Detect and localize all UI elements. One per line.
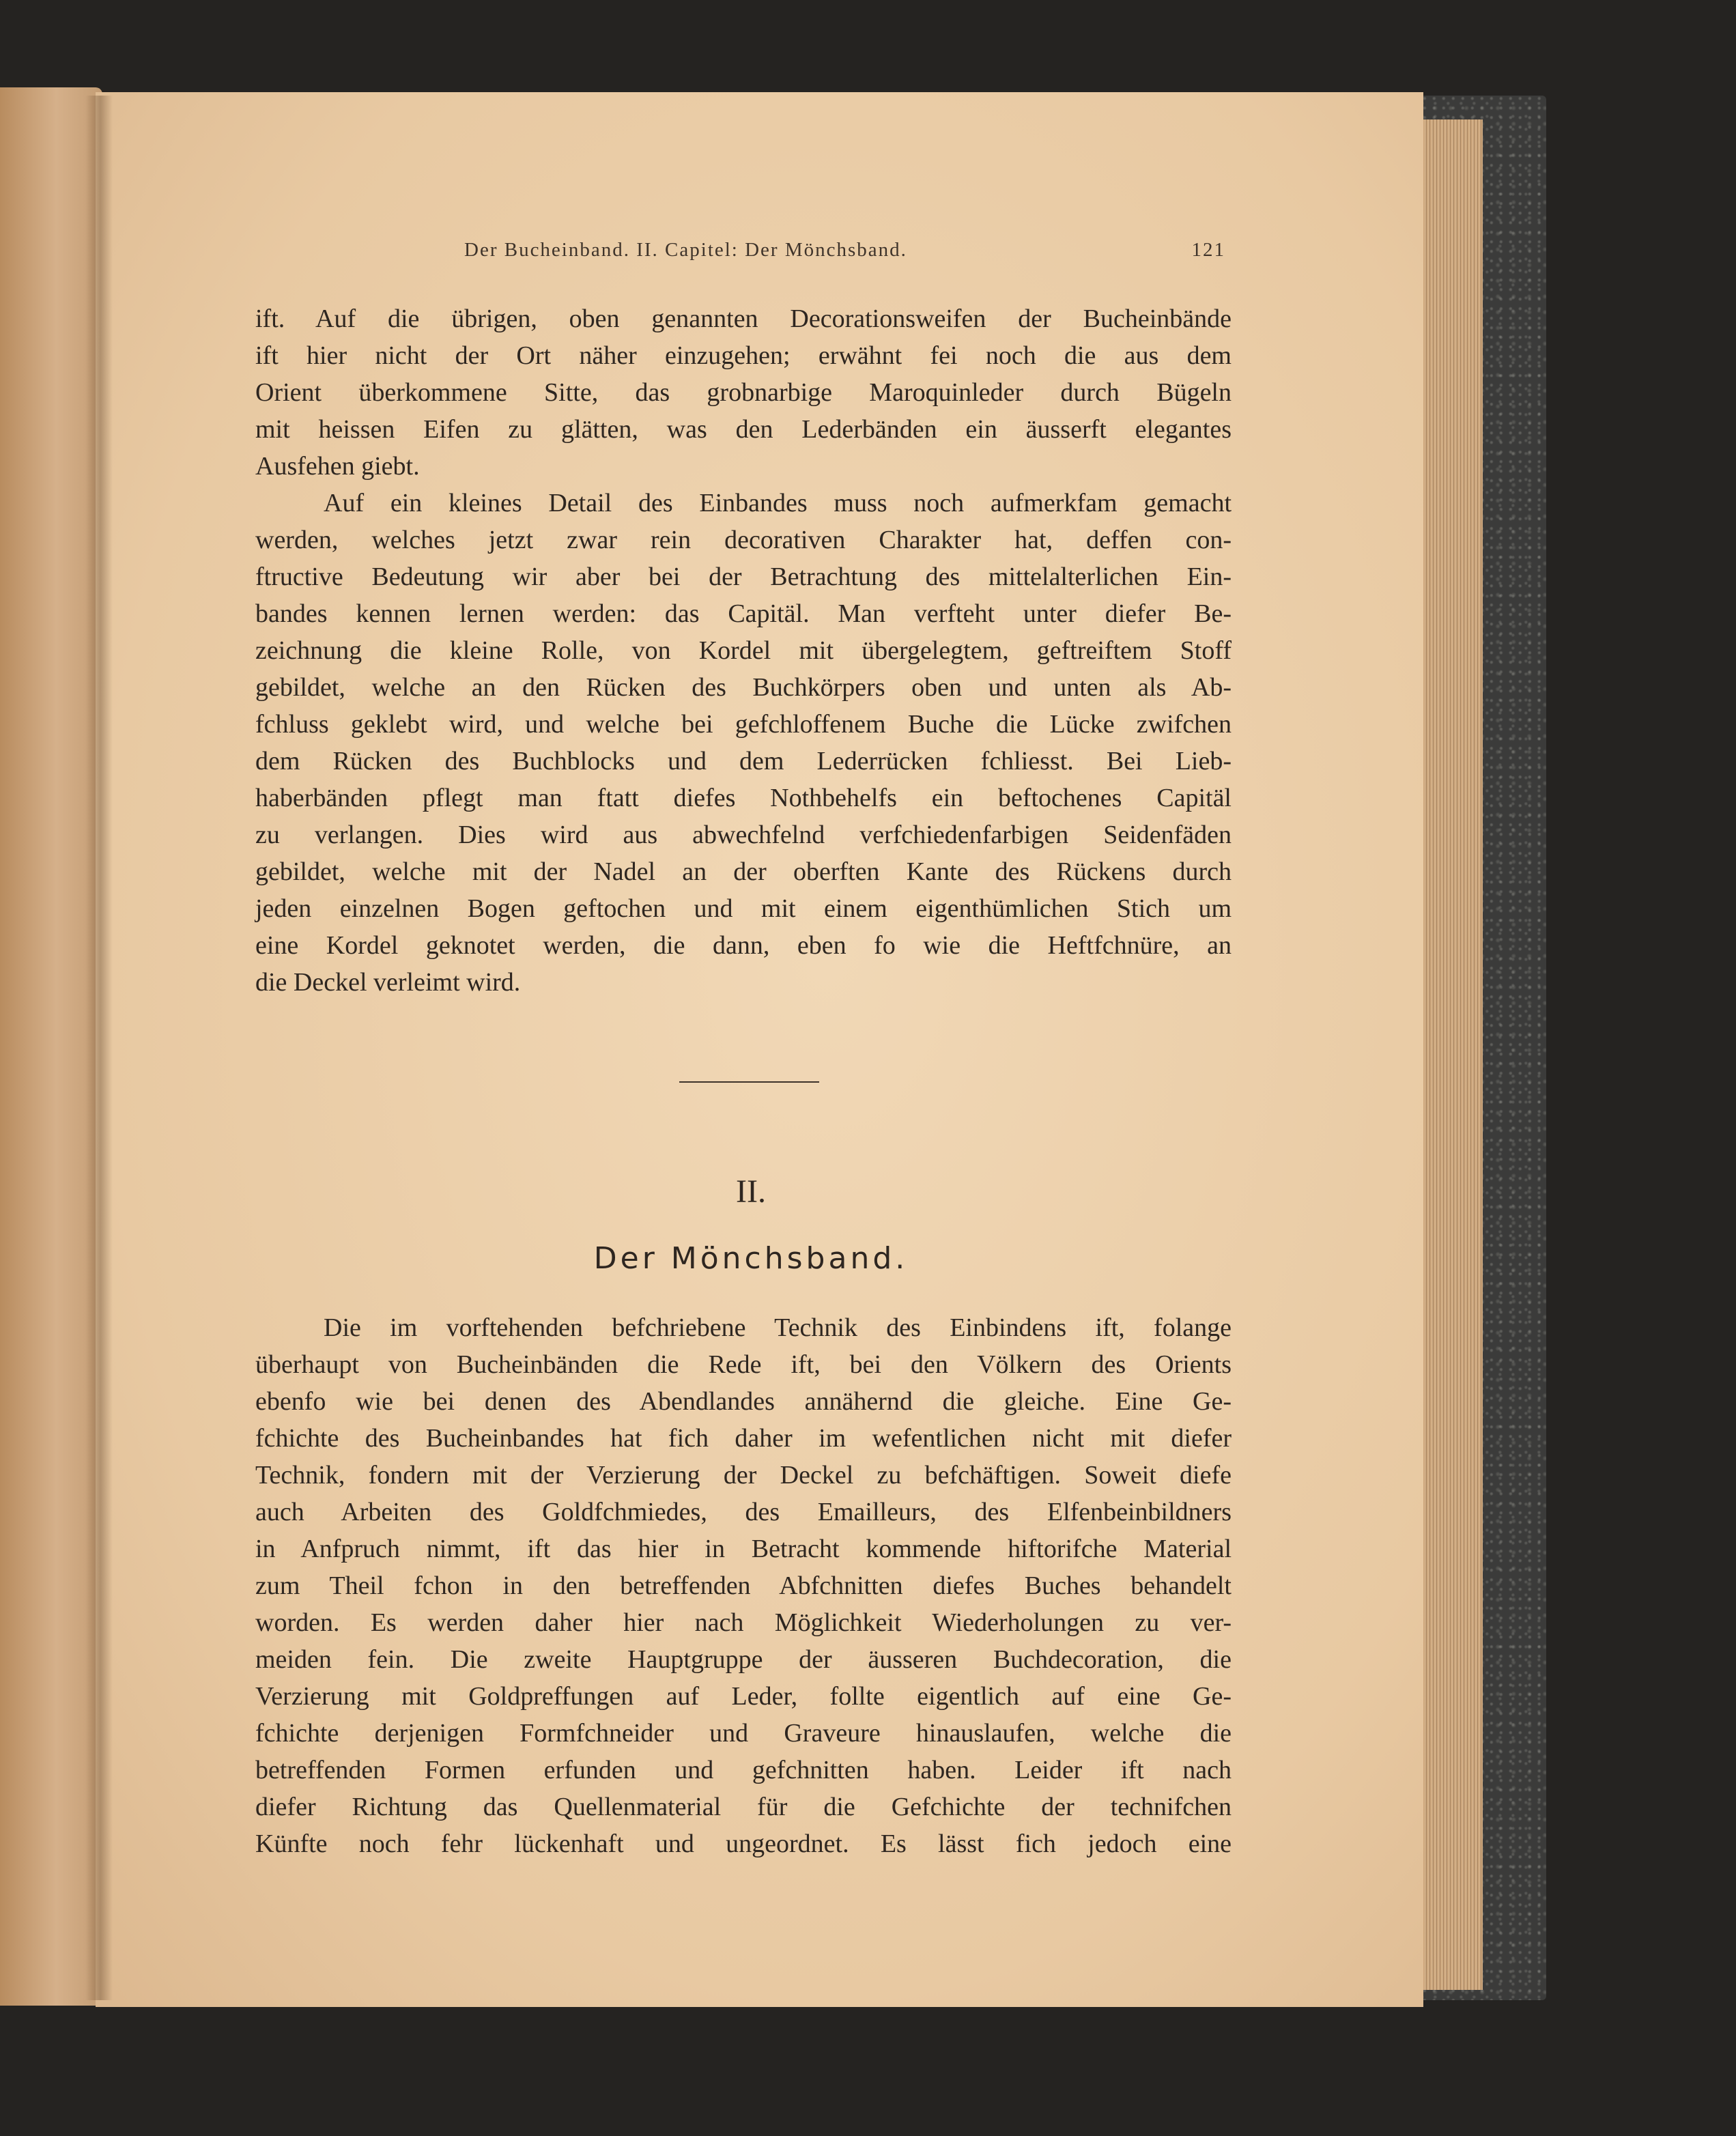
running-header-title: Der Bucheinband. II. Capitel: Der Mönchsband. (464, 239, 907, 261)
text-line: eine Kordel geknotet werden, die dann, eben fo wie die Heftfchnüre, an (255, 931, 1232, 960)
text-line: fchichte des Bucheinbandes hat fich daher im wefentlichen nicht mit diefer (255, 1424, 1232, 1453)
text-line: Auf ein kleines Detail des Einbandes muss noch aufmerkfam gemacht (324, 489, 1232, 517)
paragraph-1 (255, 300, 1232, 485)
chapter-paragraph (255, 1309, 1232, 1862)
text-line: auch Arbeiten des Goldfchmiedes, des Emailleurs, des Elfenbeinbildners (255, 1498, 1232, 1526)
text-line: zum Theil fchon in den betreffenden Abfchnitten diefes Buches behandelt (255, 1571, 1232, 1600)
text-line: werden, welches jetzt zwar rein decorativen Charakter hat, deffen con- (255, 526, 1232, 554)
section-divider (679, 1081, 819, 1083)
text-line: zu verlangen. Dies wird aus abwechfelnd verfchiedenfarbigen Seidenfäden (255, 821, 1232, 849)
chapter-number: II. (736, 1173, 766, 1210)
book-gutter (85, 96, 113, 2000)
text-line: betreffenden Formen erfunden und gefchnitten haben. Leider ift nach (255, 1756, 1232, 1784)
text-line: ift. Auf die übrigen, oben genannten Decorationsweifen der Bucheinbände (255, 304, 1232, 333)
text-line: haberbänden pflegt man ftatt diefes Nothbehelfs ein beftochenes Capitäl (255, 784, 1232, 812)
text-line: ftructive Bedeutung wir aber bei der Betrachtung des mittelalterlichen Ein- (255, 563, 1232, 591)
text-line: Künfte noch fehr lückenhaft und ungeordnet. Es lässt fich jedoch eine (255, 1829, 1232, 1858)
page-number: 121 (1191, 239, 1225, 261)
text-line: Die im vorftehenden befchriebene Technik des Einbindens ift, folange (324, 1313, 1232, 1342)
text-line: dem Rücken des Buchblocks und dem Lederrücken fchliesst. Bei Lieb- (255, 747, 1232, 775)
text-line: fchluss geklebt wird, und welche bei gefchloffenem Buche die Lücke zwifchen (255, 710, 1232, 739)
text-line: überhaupt von Bucheinbänden die Rede ift, bei den Völkern des Orients (255, 1350, 1232, 1379)
text-line: Verzierung mit Goldpreffungen auf Leder, follte eigentlich auf eine Ge- (255, 1682, 1232, 1711)
text-line: gebildet, welche an den Rücken des Buchkörpers oben und unten als Ab- (255, 673, 1232, 702)
text-line: ebenfo wie bei denen des Abendlandes annähernd die gleiche. Eine Ge- (255, 1387, 1232, 1416)
text-line: Technik, fondern mit der Verzierung der Deckel zu befchäftigen. Soweit diefe (255, 1461, 1232, 1490)
text-line: zeichnung die kleine Rolle, von Kordel mit übergelegtem, geftreiftem Stoff (255, 636, 1232, 665)
text-line: gebildet, welche mit der Nadel an der oberften Kante des Rückens durch (255, 857, 1232, 886)
running-header (464, 239, 1239, 266)
text-line: in Anfpruch nimmt, ift das hier in Betracht kommende hiftorifche Material (255, 1535, 1232, 1563)
text-line: die Deckel verleimt wird. (255, 968, 521, 997)
paragraph-2 (255, 485, 1232, 1001)
text-line: Ausfehen giebt. (255, 452, 420, 481)
text-line: fchichte derjenigen Formfchneider und Graveure hinauslaufen, welche die (255, 1719, 1232, 1748)
chapter-title: Der Mönchsband. (593, 1241, 909, 1276)
text-line: worden. Es werden daher hier nach Möglichkeit Wiederholungen zu ver- (255, 1608, 1232, 1637)
text-line: mit heissen Eifen zu glätten, was den Lederbänden ein äusserft elegantes (255, 415, 1232, 444)
text-line: diefer Richtung das Quellenmaterial für die Gefchichte der technifchen (255, 1793, 1232, 1821)
text-line: Orient überkommene Sitte, das grobnarbige Maroquinleder durch Bügeln (255, 378, 1232, 407)
text-line: meiden fein. Die zweite Hauptgruppe der äusseren Buchdecoration, die (255, 1645, 1232, 1674)
text-line: jeden einzelnen Bogen geftochen und mit einem eigenthümlichen Stich um (255, 894, 1232, 923)
page-edges (1420, 119, 1483, 1990)
text-line: ift hier nicht der Ort näher einzugehen; erwähnt fei noch die aus dem (255, 341, 1232, 370)
text-line: bandes kennen lernen werden: das Capitäl. Man verfteht unter diefer Be- (255, 599, 1232, 628)
